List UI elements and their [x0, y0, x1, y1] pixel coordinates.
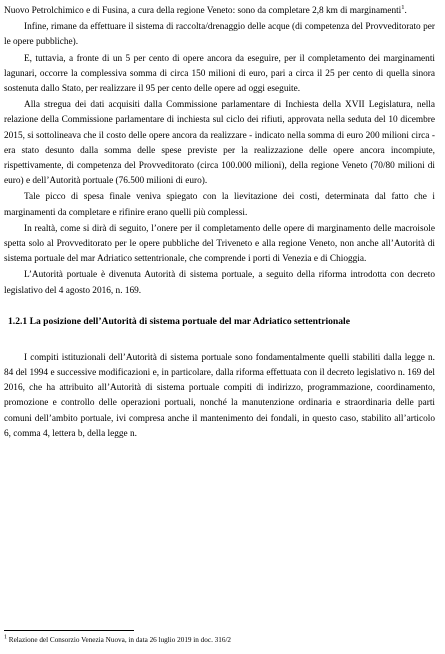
paragraph-8: I compiti istituzionali dell’Autorità di sistema portuale sono fondamentalmente quelli stabiliti dalla legge n. 84 del 1994 e successive modificazioni e, in particolare, dalla riforma effettuata con il decreto legislativo n. 169 del 2016, che ha attribuito all’Autorità di sistema portuale compiti di indirizzo, programmazione, coordinamento, promozione e controllo delle operazioni portuali, nonché la manutenzione ordinaria e straordinaria delle parti comuni dell’ambito portuale, ivi compresa anche il mantenimento dei fondali, in questo caso, stabilito all’articolo 6, comma 4, lettera b, della legge n.: [4, 352, 435, 439]
paragraph-2: Infine, rimane da effettuare il sistema di raccolta/drenaggio delle acque (di competenza del Provveditorato per le opere pubbliche).: [4, 22, 435, 48]
paragraph-1-text: Nuovo Petrolchimico e di Fusina, a cura della regione Veneto: sono da completare 2,8 km di marginamenti: [4, 6, 402, 16]
paragraph-7: L’Autorità portuale è divenuta Autorità di sistema portuale, a seguito della riforma introdotta con decreto legislativo del 4 agosto 2016, n. 169.: [4, 270, 435, 296]
footnote-number: 1: [4, 634, 7, 641]
footnote-separator: [4, 630, 134, 631]
footnote: [4, 635, 435, 645]
footnote-text: Relazione del Consorzio Venezia Nuova, in data 26 luglio 2019 in doc. 316/2: [7, 636, 232, 644]
paragraph-5: Tale picco di spesa finale veniva spiegato con la lievitazione dei costi, determinata dal fatto che i marginamenti da completare e rifinire erano quelli più complessi.: [4, 192, 435, 218]
section-heading: 1.2.1 La posizione dell’Autorità di sistema portuale del mar Adriatico settentrionale: [8, 315, 350, 327]
footnote-reference[interactable]: 1: [401, 3, 405, 11]
paragraph-6: In realtà, come si dirà di seguito, l’onere per il completamento delle opere di marginamento delle macroisole spetta solo al Provveditorato per le opere pubbliche del Triveneto e alla regione Veneto, non anche all’Autorità di sistema portuale del mar Adriatico settentrionale, che comprende i porti di Venezia e di Chioggia.: [4, 223, 435, 265]
paragraph-1: [4, 4, 435, 19]
paragraph-1-end: .: [404, 6, 407, 16]
paragraph-4: Alla stregua dei dati acquisiti dalla Commissione parlamentare di Inchiesta della XVII Legislatura, nella relazione della Commissione parlamentare di inchiesta sul ciclo dei rifiuti, approvata nella seduta del 10 dicembre 2015, si sottolineava che il costo delle opere ancora da realizzare - indicato nella somma di euro 200 milioni circa - era stato desunto dalla somma delle spese previste per la realizzazione delle opere ancora incompiute, rispettivamente, di competenza del Provveditorato (circa 100.000 milioni), della regione Veneto (70/80 milioni di euro) e dell’Autorità portuale (76.500 milioni di euro).: [4, 100, 435, 187]
paragraph-3: E, tuttavia, a fronte di un 5 per cento di opere ancora da eseguire, per il completamento dei marginamenti lagunari, occorre la complessiva somma di circa 150 milioni di euro, pari a circa il 25 per cento di quella sinora sostenuta dallo Stato, per realizzare il 95 per cento delle opere ad oggi eseguite.: [4, 53, 435, 95]
